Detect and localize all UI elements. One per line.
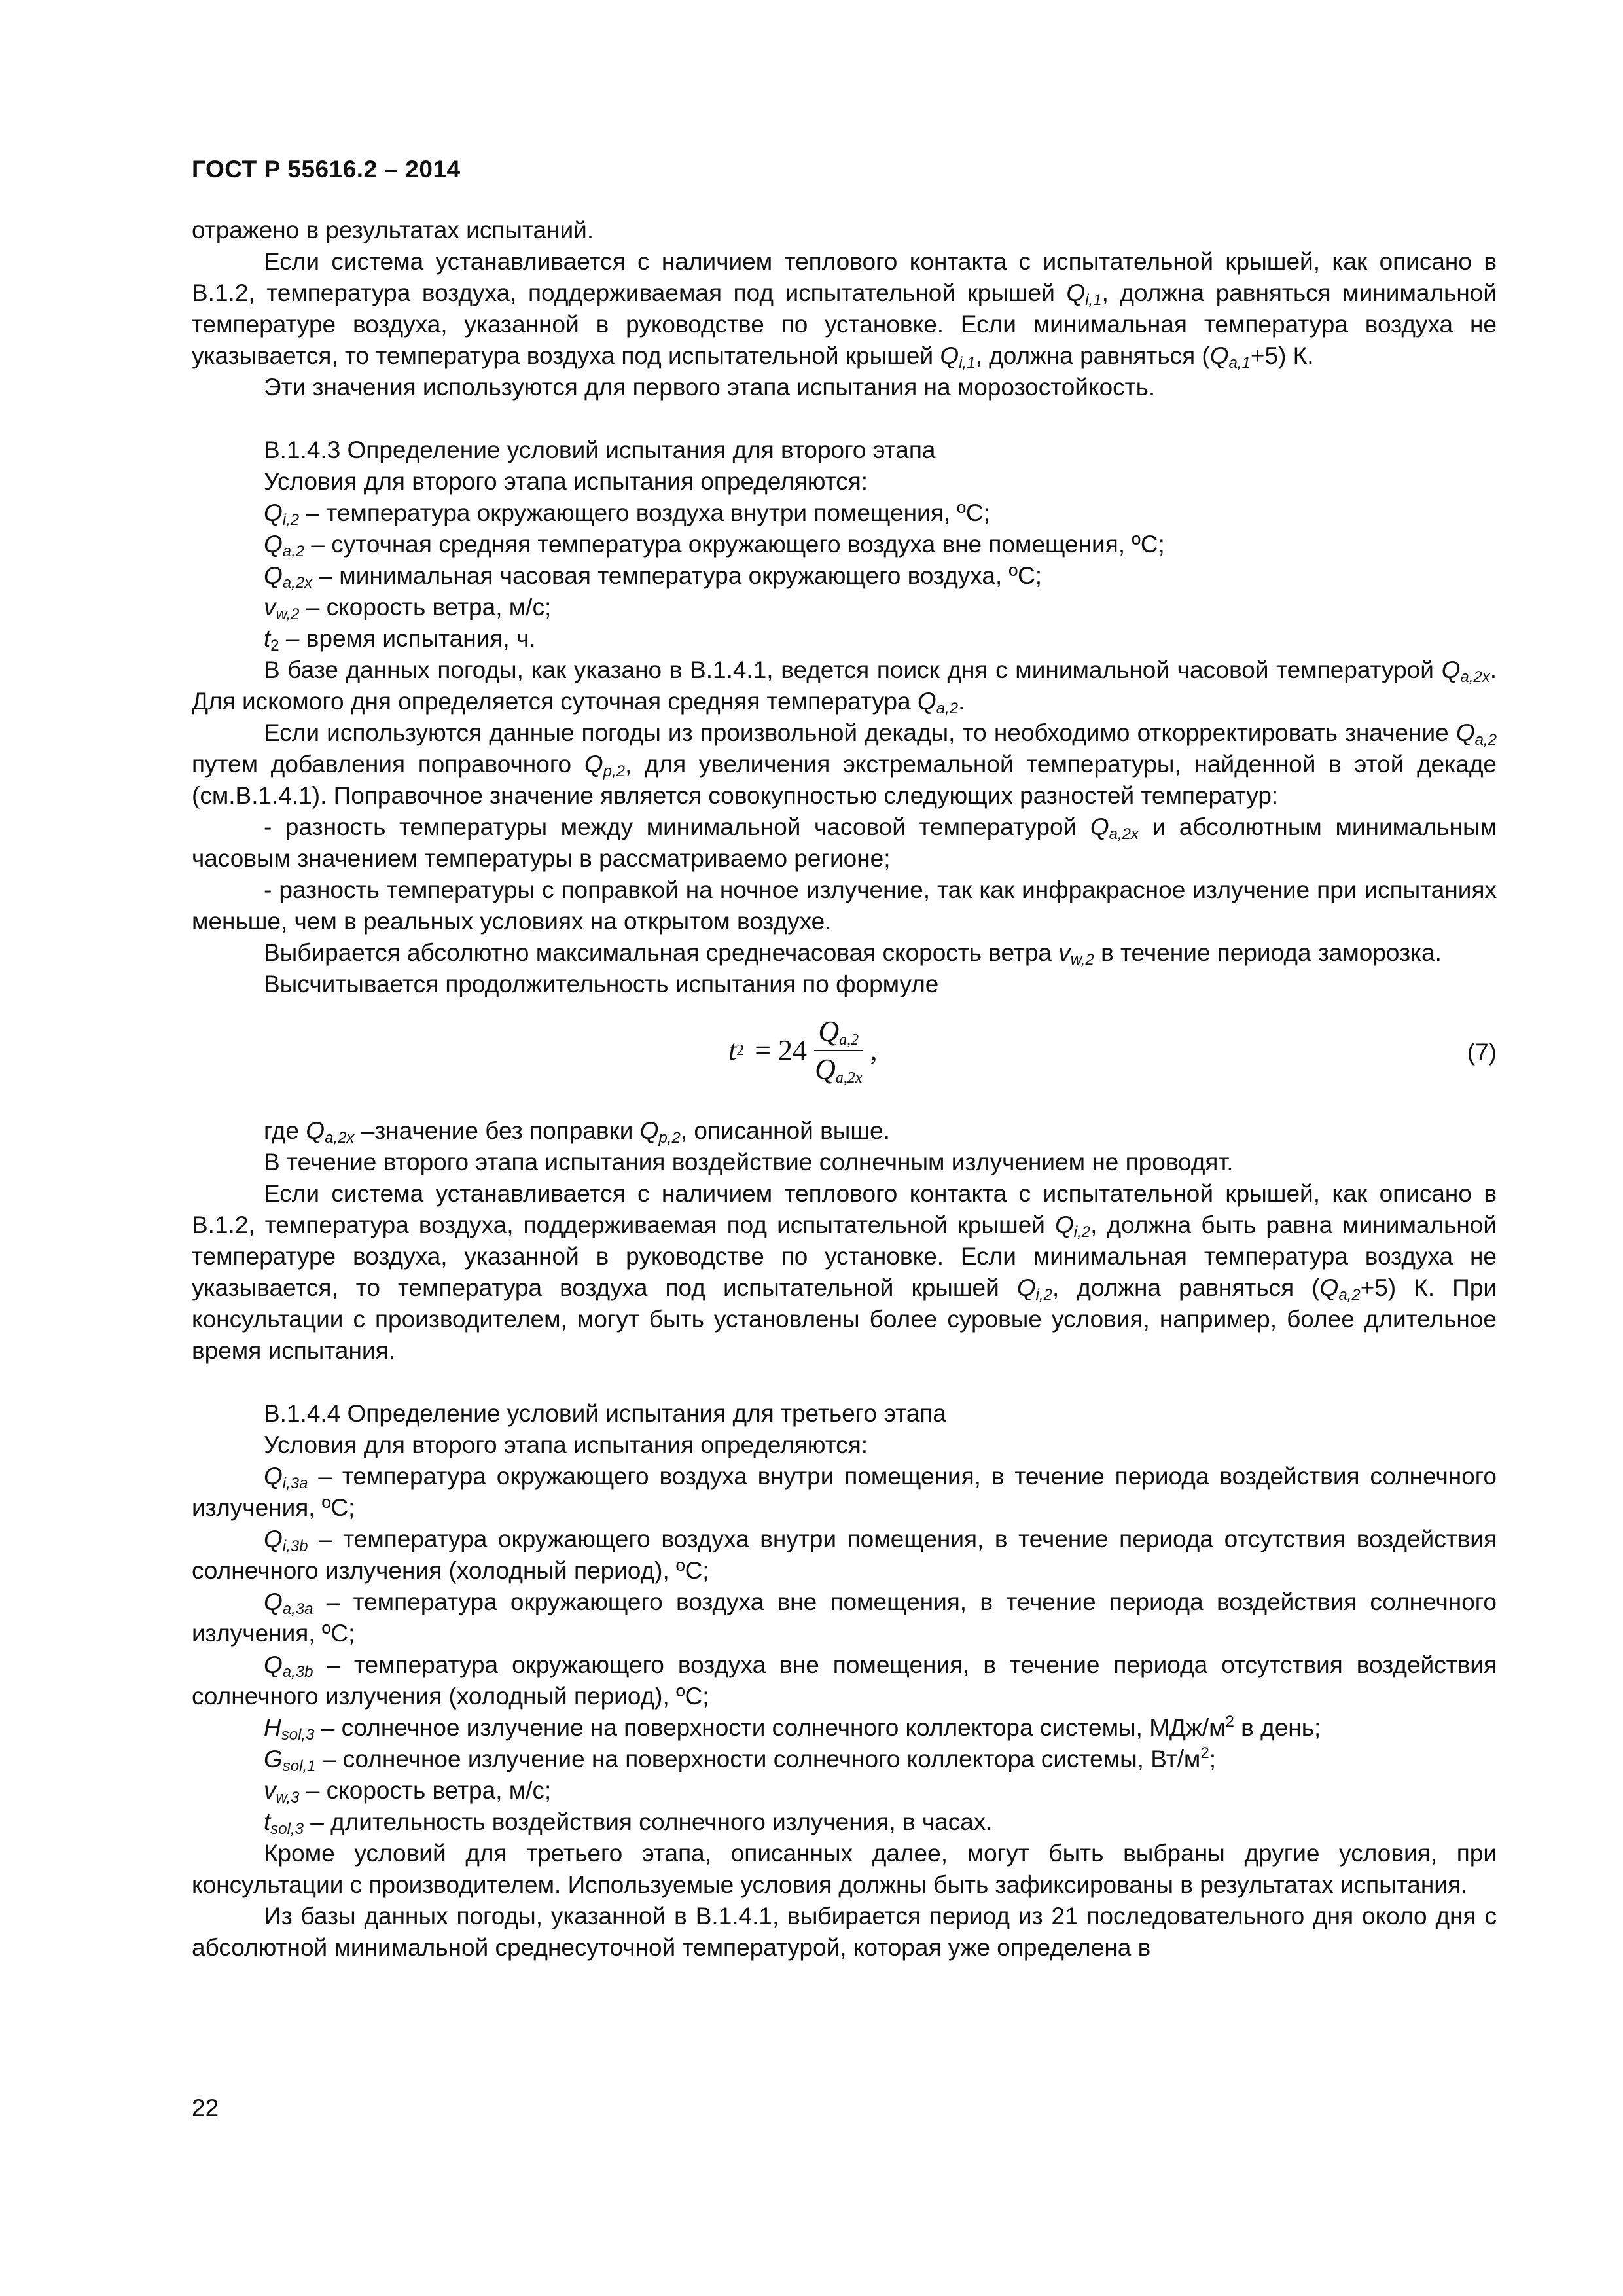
list-item: $Q_{i,3b}$ – температура окружающего воздуха внутри помещения, в течение периода отсутствия воздействия солнечного излучения (холодный период), ºС;: [192, 1526, 1497, 1584]
paragraph: Кроме условий для третьего этапа, описанных далее, могут быть выбраны другие условия, при консультации с производителем. Используемые условия должны быть зафиксированы в результатах испытания.: [192, 1840, 1497, 1898]
formula-7: [192, 1004, 1497, 1109]
list-item: $Q_{a,3a}$ – температура окружающего воздуха вне помещения, в течение периода воздействия солнечного излучения, ºС;: [192, 1588, 1497, 1647]
list-item: $t_{sol,3}$ – длительность воздействия солнечного излучения, в часах.: [264, 1808, 993, 1838]
document-header: ГОСТ Р 55616.2 – 2014: [192, 156, 461, 183]
page-number: 22: [192, 2094, 219, 2121]
list-item: $Q_{i,3a}$ – температура окружающего воздуха внутри помещения, в течение периода воздействия солнечного излучения, ºС;: [192, 1463, 1497, 1521]
paragraph: В течение второго этапа испытания воздействие солнечным излучением не проводят.: [264, 1149, 1234, 1175]
formula-expression: t 2 = 24 $\frac{Q_{a,2}}{Q_{a,2x}}$ ,: [728, 1015, 878, 1086]
paragraph: Высчитывается продолжительность испытания по формуле: [264, 971, 939, 997]
paragraph: Эти значения используются для первого этапа испытания на морозостойкость.: [264, 374, 1156, 401]
list-item: $t_2$ – время испытания, ч.: [264, 625, 536, 655]
formula-number: (7): [1467, 1039, 1497, 1066]
list-item: $Q_{i,2}$ – температура окружающего воздуха внутри помещения, ºС;: [264, 499, 990, 529]
paragraph: - разность температуры с поправкой на ночное излучение, так как инфракрасное излучение при испытаниях меньше, чем в реальных условиях на открытом воздухе.: [192, 876, 1497, 935]
list-item: $G_{sol,1}$ – солнечное излучение на поверхности солнечного коллектора системы, $Вт/м^2$;: [264, 1744, 1216, 1775]
paragraph: Из базы данных погоды, указанной в В.1.4.1, выбирается период из 21 последовательного дня около дня с абсолютной минимальной среднесуточной температурой, которая уже определена в: [192, 1903, 1497, 1961]
list-item: $Q_{a,2}$ – суточная средняя температура окружающего воздуха вне помещения, ºС;: [264, 531, 1165, 560]
paragraph: Если система устанавливается с наличием теплового контакта с испытательной крышей, как описано в В.1.2, температура воздуха, поддерживаемая под испытательной крышей $Q_{i,2}$, должна быть равна минимальной температуре воздуха, указанной в руководстве по установке. Если минимальная температура воздуха не указывается, то температура воздуха под испытательной крышей $Q_{i,2}$, должна равняться $(Q_{a,2}+5)$ К. При консультации с производителем, могут быть установлены более суровые условия, например, более длительное время испытания.: [192, 1180, 1497, 1364]
list-item: $v_{w,3}$ – скорость ветра, м/с;: [264, 1777, 552, 1806]
list-item: $Q_{a,2x}$ – минимальная часовая температура окружающего воздуха, ºС;: [264, 562, 1043, 592]
list-item: $Q_{a,3b}$ – температура окружающего воздуха вне помещения, в течение периода отсутствия воздействия солнечного излучения (холодный период), ºС;: [192, 1651, 1497, 1710]
paragraph: В базе данных погоды, как указано в В.1.4.1, ведется поиск дня с минимальной часовой температурой $Q_{a,2x}$. Для искомого дня определяется суточная средняя температура $Q_{a,2}$.: [192, 656, 1497, 717]
list-item: $v_{w,2}$ – скорость ветра, м/с;: [264, 594, 552, 623]
paragraph: Условия для второго этапа испытания определяются:: [264, 1431, 868, 1458]
formula-fraction: $\frac{Q_{a,2}}{Q_{a,2x}}$: [815, 1015, 863, 1086]
paragraph: - разность температуры между минимальной часовой температурой $Q_{a,2x}$ и абсолютным минимальным часовым значением температуры в рассматриваемо регионе;: [192, 814, 1497, 872]
paragraph: Если система устанавливается с наличием теплового контакта с испытательной крышей, как описано в В.1.2, температура воздуха, поддерживаемая под испытательной крышей $Q_{i,1}$, должна равняться минимальной температуре воздуха, указанной в руководстве по установке. Если минимальная температура воздуха не указывается, то температура воздуха под испытательной крышей $Q_{i,1}$, должна равняться $(Q_{a,1}+5)$ К.: [192, 248, 1497, 372]
section-heading-b143: В.1.4.3 Определение условий испытания для второго этапа: [264, 437, 936, 463]
document-body: [192, 215, 1497, 1964]
paragraph: Условия для второго этапа испытания определяются:: [264, 468, 868, 495]
section-heading-b144: В.1.4.4 Определение условий испытания для третьего этапа: [264, 1400, 947, 1427]
paragraph: Выбирается абсолютно максимальная среднечасовая скорость ветра $v_{w,2}$ в течение периода заморозка.: [264, 939, 1442, 969]
paragraph: отражено в результатах испытаний.: [192, 217, 594, 243]
list-item: $H_{sol,3}$ – солнечное излучение на поверхности солнечного коллектора системы, МДж/$м^2$ в день;: [264, 1713, 1321, 1744]
paragraph: где $Q_{a,2x}$ –значение без поправки $Q_{p,2}$, описанной выше.: [264, 1117, 890, 1147]
paragraph: Если используются данные погоды из произвольной декады, то необходимо откорректировать значение $Q_{a,2}$ путем добавления поправочного $Q_{p,2}$, для увеличения экстремальной температуры, найденной в этой декаде (см.В.1.4.1). Поправочное значение является совокупностью следующих разностей температур:: [192, 719, 1497, 809]
